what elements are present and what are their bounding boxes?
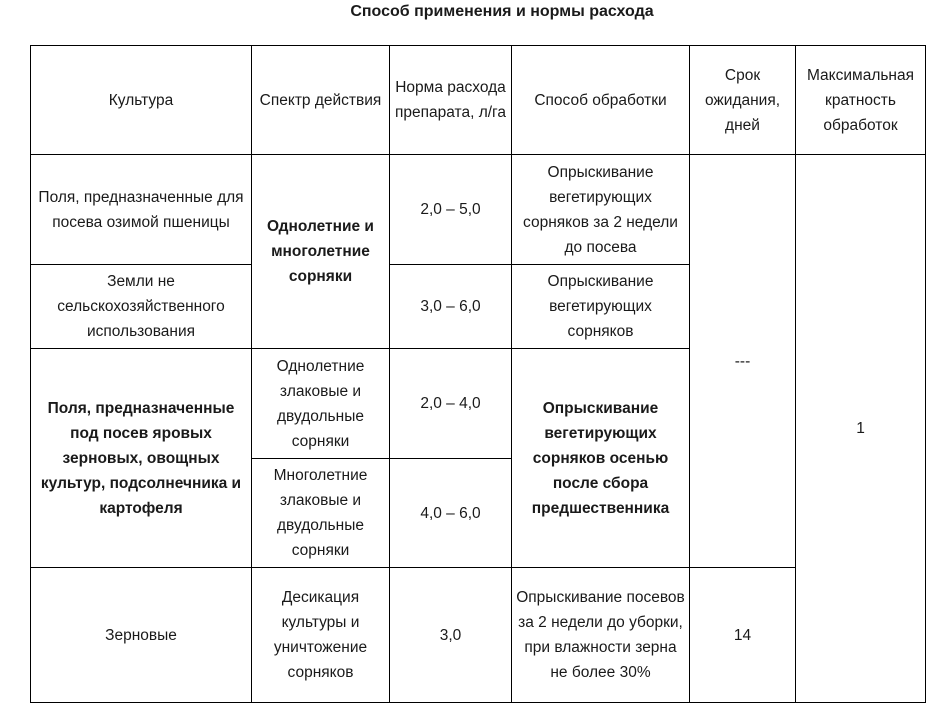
cell-wait: 14: [690, 568, 796, 703]
header-rate: Норма расхода препарата, л/га: [390, 46, 512, 155]
cell-culture: Поля, предназначенные для посева озимой пшеницы: [31, 155, 252, 265]
cell-method: Опрыскивание вегетирующих сорняков за 2 недели до посева: [512, 155, 690, 265]
header-culture: Культура: [31, 46, 252, 155]
cell-culture: Поля, предназначенные под посев яровых зерновых, овощных культур, подсолнечника и картофеля: [31, 349, 252, 568]
header-max: Максимальная кратность обработок: [796, 46, 926, 155]
table-header-row: [31, 46, 926, 155]
cell-spectrum: Однолетние злаковые и двудольные сорняки: [252, 349, 390, 459]
header-spectrum: Спектр действия: [252, 46, 390, 155]
cell-rate: 3,0 – 6,0: [390, 265, 512, 349]
cell-spectrum: Десикация культуры и уничтожение сорняков: [252, 568, 390, 703]
header-wait: Срок ожидания, дней: [690, 46, 796, 155]
cell-rate: 2,0 – 4,0: [390, 349, 512, 459]
cell-spectrum: Многолетние злаковые и двудольные сорняки: [252, 459, 390, 568]
cell-rate: 4,0 – 6,0: [390, 459, 512, 568]
table-row: [31, 568, 926, 703]
cell-method: Опрыскивание посевов за 2 недели до уборки, при влажности зерна не более 30%: [512, 568, 690, 703]
cell-wait-common: ---: [690, 155, 796, 568]
header-method: Способ обработки: [512, 46, 690, 155]
cell-culture: Зерновые: [31, 568, 252, 703]
table-row: [31, 155, 926, 265]
cell-max-common: 1: [796, 155, 926, 703]
cell-spectrum: Однолетние и многолетние сорняки: [252, 155, 390, 349]
cell-rate: 3,0: [390, 568, 512, 703]
page-title: Способ применения и нормы расхода: [350, 3, 654, 20]
cell-rate: 2,0 – 5,0: [390, 155, 512, 265]
usage-norms-table: [30, 45, 926, 703]
cell-method: Опрыскивание вегетирующих сорняков: [512, 265, 690, 349]
cell-method: Опрыскивание вегетирующих сорняков осенью после сбора предшественника: [512, 349, 690, 568]
cell-culture: Земли не сельскохозяйственного использования: [31, 265, 252, 349]
